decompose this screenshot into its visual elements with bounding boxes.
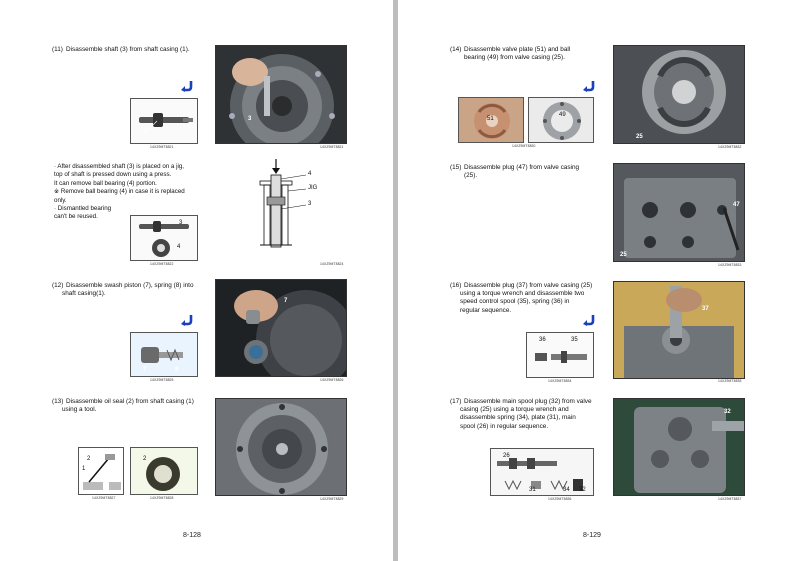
figure-code: 14XZ9MT8830 [512, 144, 536, 148]
ball-bearing-thumbnail [528, 97, 594, 143]
return-arrow-icon [180, 314, 194, 326]
figure-code: 14XZ9MT8834 [548, 379, 572, 383]
figure-code: 14XZ9MT8836 [548, 497, 572, 501]
step-text-line: using a tool. [62, 406, 97, 414]
return-arrow-icon [582, 80, 596, 92]
step-text-line: casing (25) using a torque wrench and [460, 406, 569, 414]
figure-code: 14XZ9MT8833 [718, 263, 742, 267]
shaft-casing-inner-photo [215, 398, 347, 496]
valve-casing-plug-photo [613, 163, 745, 262]
main-spool-parts-thumbnail [490, 448, 594, 496]
figure-code: 14XZ9MT8825 [150, 378, 174, 382]
figure-code: 14XZ9MT8824 [320, 262, 344, 266]
step-number: (17) [450, 398, 462, 405]
dismantled-parts-thumbnail [130, 215, 198, 261]
step-text-line: regular sequence. [460, 306, 512, 314]
part-label: 8 [175, 367, 179, 373]
note-line: ※ Remove ball bearing (4) in case it is replaced [54, 188, 185, 196]
step-number: (12) [52, 282, 64, 289]
step-number: (13) [52, 398, 64, 405]
press-jig-diagram [250, 157, 346, 257]
note-line: can't be reused. [54, 213, 98, 221]
note-line: It can remove ball bearing (4) portion. [54, 179, 157, 187]
notes-list [54, 163, 185, 222]
part-label: 7 [284, 298, 288, 304]
step-number: (11) [52, 46, 63, 53]
shaft-casing-photo [215, 45, 347, 144]
step-text-line: using a torque wrench and disassemble two [460, 290, 585, 298]
diagram-label: 3 [308, 201, 312, 207]
right-page [398, 0, 791, 561]
part-label: 25 [636, 134, 643, 140]
part-label: 2 [143, 456, 147, 462]
figure-code: 14XZ9MT8821 [320, 145, 344, 149]
note-line: · After disassembled shaft (3) is placed on a jig, [54, 163, 185, 170]
part-label: 7 [143, 367, 147, 373]
step-text-line: speed control spool (35), spring (36) in [460, 298, 570, 306]
step-text-line: shaft casing(1). [62, 290, 106, 298]
figure-code: 14XZ9MT8829 [320, 497, 344, 501]
left-page [0, 0, 393, 561]
note-line: · Dismantled bearing [54, 205, 112, 213]
main-spool-plug-photo [613, 398, 745, 496]
note-line: only. [54, 196, 67, 204]
part-label: 3 [143, 129, 147, 135]
return-arrow-icon [582, 314, 596, 326]
figure-code: 14XZ9MT8835 [718, 379, 742, 383]
part-label: 35 [571, 337, 578, 343]
part-label: 49 [559, 112, 566, 118]
swash-piston-thumbnail [130, 332, 198, 377]
step-number: (15) [450, 164, 462, 171]
part-label: 47 [733, 202, 740, 208]
part-label: 26 [503, 453, 510, 459]
figure-code: 14XZ9MT8837 [718, 497, 742, 501]
step-text-line: Disassemble main spool plug (32) from valve [464, 398, 592, 405]
figure-code: 14XZ9MT8821 [150, 145, 174, 149]
diagram-label: 4 [308, 171, 312, 177]
part-label: 4 [177, 244, 181, 250]
torque-wrench-plug-photo [613, 281, 745, 379]
step-number: (16) [450, 282, 462, 289]
part-label: 31 [529, 487, 536, 493]
speed-control-spool-thumbnail [526, 332, 594, 378]
part-label: 37 [702, 306, 709, 312]
step-text-line: Disassemble valve plate (51) and ball [464, 46, 571, 53]
step-text-line: disassemble spring (34), plate (31), main [460, 414, 576, 422]
return-arrow-icon [180, 80, 194, 92]
valve-plate-thumbnail [458, 97, 524, 143]
figure-code: 14XZ9MT8828 [150, 496, 174, 500]
part-label: 1 [82, 466, 86, 472]
step-text-line: Disassemble swash piston (7), spring (8) into [66, 282, 194, 289]
figure-code: 14XZ9MT8832 [718, 145, 742, 149]
step-number: (14) [450, 46, 462, 53]
diagram-label: JIG [308, 185, 318, 191]
part-label: 32 [579, 487, 586, 493]
part-label: 3 [179, 220, 183, 226]
note-line: top of shaft is pressed down using a press. [54, 171, 172, 179]
step-text-line: Disassemble plug (47) from valve casing [464, 164, 580, 171]
figure-code: 14XZ9MT8822 [150, 262, 174, 266]
step-text: Disassemble shaft (3) from shaft casing (1). [66, 46, 190, 53]
step-text-line: Disassemble oil seal (2) from shaft casing (1) [66, 398, 194, 405]
figure-code: 14XZ9MT8826 [320, 378, 344, 382]
part-label: 51 [487, 116, 494, 122]
step-text-line: Disassemble plug (37) from valve casing (25) [464, 282, 593, 289]
valve-casing-photo [613, 45, 745, 144]
step-text-line: bearing (49) from valve casing (25). [464, 54, 565, 62]
part-label: 2 [87, 456, 91, 462]
step-text-line: spool (26) in regular sequence. [460, 422, 549, 430]
part-label: 34 [563, 487, 570, 493]
page-number: 8-128 [183, 532, 201, 539]
part-label: 25 [620, 252, 627, 258]
swash-piston-photo [215, 279, 347, 377]
part-label: 36 [539, 337, 546, 343]
part-label: 32 [724, 409, 731, 415]
page-number: 8-129 [583, 532, 601, 539]
figure-code: 14XZ9MT8827 [92, 496, 116, 500]
oil-seal-thumbnail [130, 447, 198, 495]
oil-seal-diagram-thumbnail [78, 447, 124, 495]
part-label: 3 [248, 116, 252, 122]
shaft-thumbnail [130, 98, 198, 144]
step-text-line: (25). [464, 172, 478, 180]
